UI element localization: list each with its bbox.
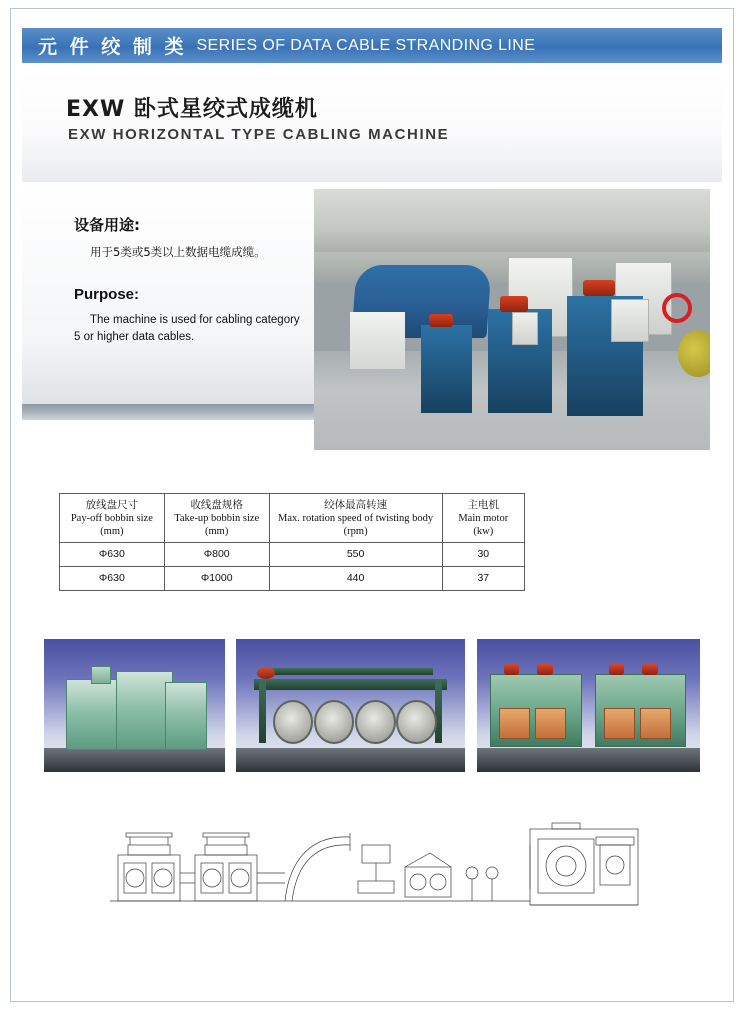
gallery1-floor [44,748,225,772]
gallery-photo-2 [236,639,465,772]
main-machine-photo [314,189,710,450]
gallery2-frame-beam [254,679,446,690]
photo-red-cap-1 [429,314,453,327]
series-title-en: SERIES OF DATA CABLE STRANDING LINE [196,36,536,54]
header-en-payoff: Pay-off bobbin size [70,512,153,524]
gallery3-coil-1 [499,708,530,739]
product-title-cn: EXW 卧式星绞式成缆机 [66,97,318,122]
gallery3-coil-2 [535,708,566,739]
purpose-panel [22,182,314,404]
gallery2-red-guide [257,667,275,679]
table-row [60,543,525,567]
line-drawing-schematic [100,815,645,925]
table-header-cell-takeup [164,494,269,543]
gallery3-coil-3 [604,708,635,739]
cell-payoff-2: Φ630 [60,567,165,591]
photo-red-cap-2 [500,296,528,312]
header-cn-takeup: 收线盘规格 [190,498,243,511]
cell-motor-2: 37 [442,567,524,591]
header-en-speed: Max. rotation speed of twisting body [278,512,434,524]
page-footer-rule [22,987,722,988]
cell-motor-1: 30 [442,543,524,567]
product-title-en: EXW HORIZONTAL TYPE CABLING MACHINE [68,126,450,143]
purpose-heading-en: Purpose: [74,286,140,303]
purpose-text-cn: 用于5类或5类以上数据电缆成缆。 [90,245,266,259]
gallery2-bobbin-1 [273,700,314,744]
header-unit-takeup: (mm) [205,525,229,537]
table-header-cell-payoff [60,494,165,543]
specification-table [59,493,525,591]
purpose-panel-shadow-strip [22,404,314,420]
photo-ceiling [314,189,710,257]
table-header-cell-speed [269,494,442,543]
gallery2-upper-rail [268,668,433,675]
product-photo-row [44,639,700,772]
purpose-heading-cn: 设备用途: [74,216,140,234]
gallery3-red-cap-2 [537,664,553,675]
table-header-row [60,494,525,543]
gallery1-housing-center [116,671,172,750]
cell-speed-2: 440 [269,567,442,591]
gallery3-floor [477,748,700,772]
gallery3-red-cap-3 [609,664,625,675]
gallery1-housing-left [66,679,122,750]
gallery2-bobbin-3 [355,700,396,744]
gallery3-red-cap-1 [504,664,520,675]
schematic-svg [100,815,645,925]
gallery2-bobbin-4 [396,700,437,744]
table-header-cell-motor [442,494,524,543]
header-en-motor: Main motor [458,512,509,524]
photo-red-cap-3 [583,280,615,296]
series-header-band [22,28,722,63]
gallery2-floor [236,748,465,772]
header-cn-speed: 绞体最高转速 [324,498,388,511]
gallery1-top-box [91,666,111,684]
gallery2-leg-right [435,679,442,743]
photo-operator-panel-2 [611,299,649,343]
product-title-block [22,70,722,182]
photo-white-cabinet [350,312,405,369]
photo-operator-panel-1 [512,312,538,345]
cell-takeup-1: Φ800 [164,543,269,567]
gallery3-coil-4 [640,708,671,739]
photo-machine-unit-1 [421,325,472,414]
gallery1-housing-right [165,682,207,751]
cell-takeup-2: Φ1000 [164,567,269,591]
table-row [60,567,525,591]
gallery2-leg-left [259,679,266,743]
header-unit-motor: (kw) [473,525,494,537]
gallery2-bobbin-2 [314,700,355,744]
purpose-text-en: The machine is used for cabling category 5 or higher data cables. [74,314,300,343]
gallery-photo-3 [477,639,700,772]
gallery-photo-1 [44,639,225,772]
header-en-takeup: Take-up bobbin size [174,512,260,524]
cell-speed-1: 550 [269,543,442,567]
header-unit-payoff: (mm) [100,525,124,537]
header-cn-motor: 主电机 [467,498,500,511]
photo-yellow-wheel [678,330,710,377]
series-title-cn: 元 件 绞 制 类 [38,36,187,58]
gallery3-red-cap-4 [642,664,658,675]
cell-payoff-1: Φ630 [60,543,165,567]
photo-red-highlight-circle [662,293,692,323]
header-cn-payoff: 放线盘尺寸 [85,498,139,511]
header-unit-speed: (rpm) [343,525,368,537]
